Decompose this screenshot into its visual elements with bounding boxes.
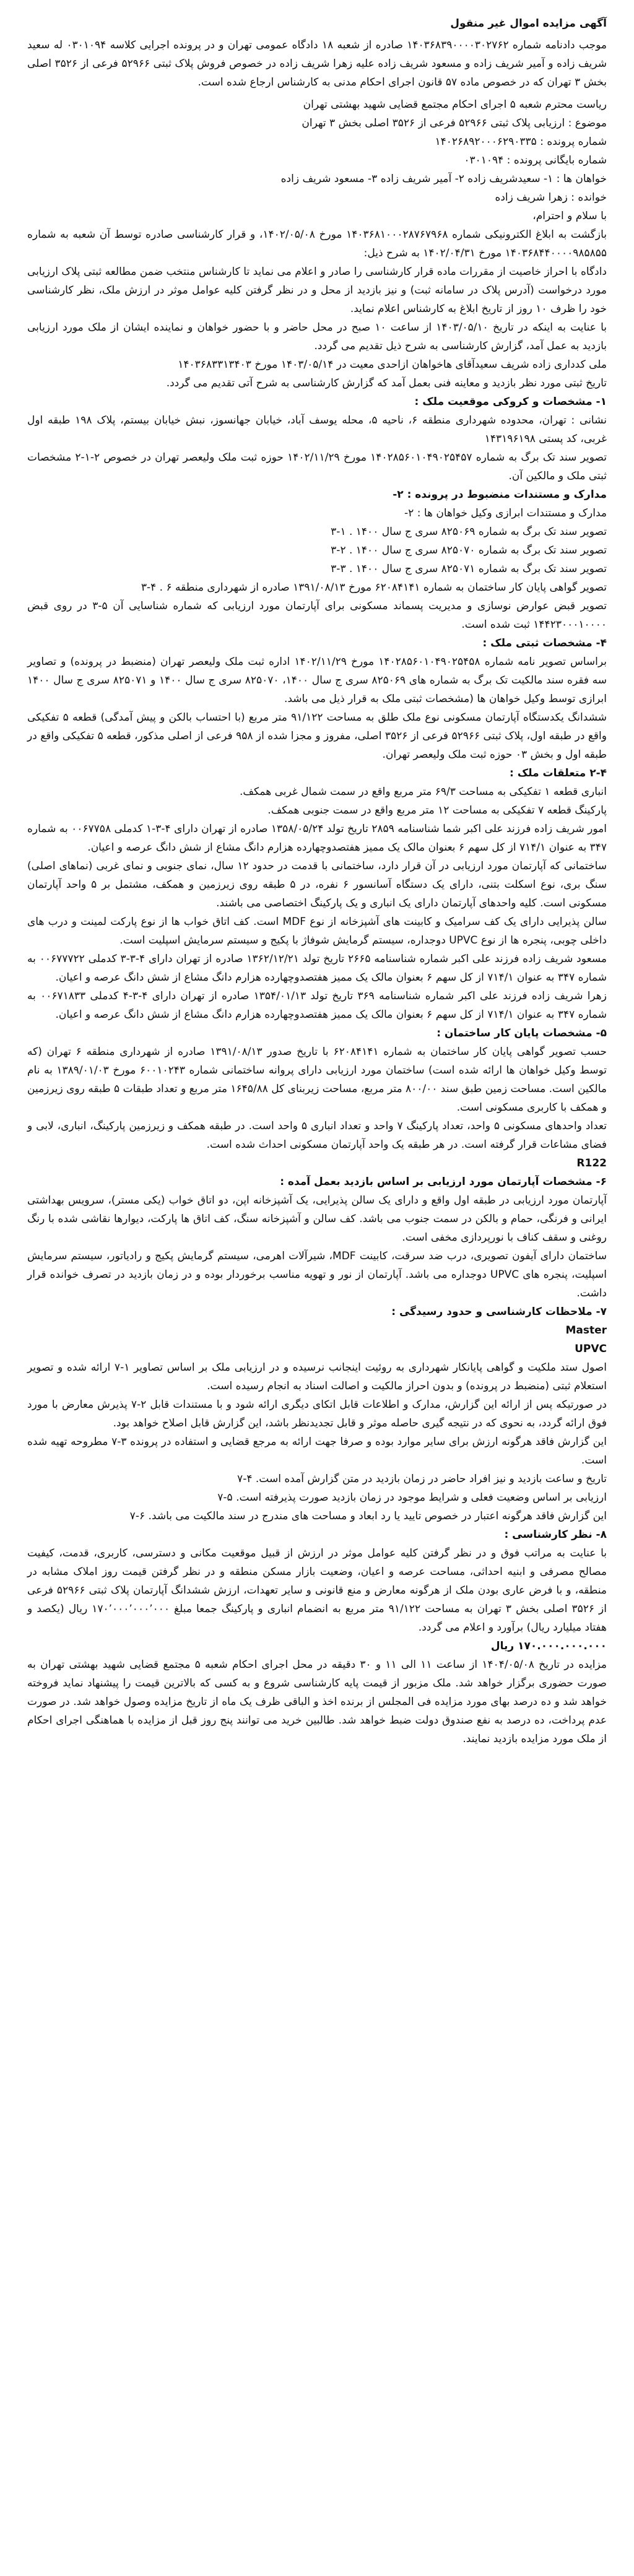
document-title: آگهی مزایده اموال غیر منقول xyxy=(450,17,607,30)
lawyer-documents-heading: مدارک و مستندات ابرازی وکیل خواهان ها : ۲- xyxy=(404,507,607,519)
completion-certificate-copy: تصویر گواهی پایان کار ساختمان به شماره ۶۲۰۸۴۱۴۱ مورخ ۱۳۹۱/۰۸/۱۳ صادره از شهرداری منطقه ۶ . ۴-۳ xyxy=(141,581,607,594)
tax-receipt-copy: تصویر قبض عوارض نوسازی و مدیریت پسماند مسکونی برای آپارتمان مورد ارزیابی که شماره شناسایی آن ۵-۳ در روی قبض ۱۴۴۲۳۰۰۰۱۰۰۰۰ ثبت شده است. xyxy=(24,600,607,631)
deed-copy-2: تصویر سند تک برگ به شماره ۸۲۵۰۷۰ سری ج سال ۱۴۰۰ . ۲-۳ xyxy=(331,544,607,557)
plaintiffs-line: خواهان ها : ۱- سعیدشریف زاده ۲- آمیر شریف زاده ۳- مسعود شریف زاده xyxy=(280,173,607,185)
section-1-heading: ۱- مشخصات و کروکی موقعیت ملک : xyxy=(414,396,607,408)
auction-terms-paragraph: مزایده در تاریخ ۱۴۰۴/۰۵/۰۸ از ساعت ۱۱ الی ۱۱ و ۳۰ دقیقه در محل اجرای احکام شعبه ۵ مجتمع قضایی شهید بهشتی تهران به صورت حضوری برگزار خواهد شد. ملک مزبور از قیمت پایه کارشناسی شروع و به کسی که بالاترین قیمت را پیشنهاد نماید فروخته خواهد شد و ده درصد بهای مورد مزایده فی المجلس از برنده اخذ و الباقی ظرف یک ماه از تاریخ مزایده وصول خواهد شد. در صورت عدم پرداخت، ده درصد به نفع صندوق دولت ضبط خواهد شد. طالبین خرید می توانند پنج روز قبل از مزایده با هماهنگی اجرای احکام از ملک مورد مزایده بازدید نمایند. xyxy=(24,1659,607,1745)
code-r122: R122 xyxy=(576,1157,607,1169)
note-7-4: تاریخ و ساعت بازدید و نیز افراد حاضر در زمان بازدید در متن گزارش آمده است. ۴-۷ xyxy=(237,1473,607,1485)
subject-line: موضوع : ارزیابی پلاک ثبتی ۵۲۹۶۶ فرعی از ۳۵۲۶ اصلی بخش ۳ تهران xyxy=(302,117,607,129)
section-4-heading: ۴- مشخصات ثبتی ملک : xyxy=(482,637,607,649)
note-7-6: این گزارش فاقد هرگونه اعتبار در خصوص تایید یا رد ابعاد و مساحت های مندرج در سند مالکیت می باشد. ۶-۷ xyxy=(129,1510,607,1522)
section-6-heading: ۶- مشخصات آپارتمان مورد ارزیابی بر اساس بازدید بعمل آمده : xyxy=(280,1176,607,1188)
valuation-amount: ۱۷۰.۰۰۰.۰۰۰.۰۰۰ ریال xyxy=(490,1640,607,1652)
case-number-line: شماره پرونده : ۱۴۰۲۶۸۹۲۰۰۰۶۲۹۰۳۳۵ xyxy=(435,136,607,148)
parking-unit-line: پارکینگ قطعه ۷ تفکیکی به مساحت ۱۲ متر مربع واقع در سمت جنوبی همکف. xyxy=(267,804,607,817)
owner-1-paragraph: امور شریف زاده فرزند علی اکبر شما شناسنامه ۲۸۵۹ تاریخ تولد ۱۳۵۸/۰۵/۲۴ صادره از تهران دارای ۴-۳-۱ کدملی ۰۰۶۷۷۵۸ به شماره ۳۴۷ به عنوان ۷۱۴/۱ از کل سهم ۶ بعنوان مالک یک ممیز هفتصدوچهارده هزارم دانگ مشاع از شش دانگ عرصه و اعیان. xyxy=(24,823,607,854)
visit-reference-line: ملی کدداری زاده شریف سعیدآقای هاخواهان ازاحدی معیت در ۱۴۰۳/۰۵/۱۴ مورخ ۱۴۰۳۶۸۳۳۱۳۴۰۳ xyxy=(178,358,607,371)
storage-unit-line: انباری قطعه ۱ تفکیکی به مساحت ۶۹/۳ متر مربع واقع در سمت شمال غربی همکف. xyxy=(239,786,607,798)
term-upvc: UPVC xyxy=(575,1343,607,1355)
section-8-heading: ۸- نظر کارشناسی : xyxy=(504,1529,607,1541)
note-7-3: این گزارش فاقد هرگونه ارزش برای سایر موارد بوده و صرفا جهت ارائه به مرجع قضایی و استفاده در پرونده ۳-۷ مطروحه تهیه شده است. xyxy=(24,1436,607,1467)
note-7-1: اصول ستد ملکیت و گواهی پایانکار شهرداری به روئیت اینجانب نرسیده و در ارزیابی ملک بر اساس تصاویر ۱-۷ ارائه شده و تصویر استعلام ثبتی (منضبط در پرونده) و بدون احراز مالکیت و اصالت اسناد به انجام رسیده است. xyxy=(24,1361,607,1392)
visit-paragraph: با عنایت به اینکه در تاریخ ۱۴۰۳/۰۵/۱۰ از ساعت ۱۰ صبح در محل حاضر و با حضور خواهان و نماینده ایشان از ملک مورد ارزیابی بازدید به عمل آمد، گزارش کارشناسی به شرح ذیل تقدیم می گردد. xyxy=(24,321,607,352)
section-2-heading: مدارک و مستندات منضبوط در پرونده : ۲- xyxy=(393,488,607,501)
inspection-line: تاریخ ثبتی مورد نظر بازدید و معاینه فنی بعمل آمد که گزارش کارشناسی به شرح آتی تقدیم می گردد. xyxy=(166,377,607,389)
section-7-heading: ۷- ملاحظات کارشناسی و حدود رسیدگی : xyxy=(391,1306,607,1318)
deed-copy-3: تصویر سند تک برگ به شماره ۸۲۵۰۷۱ سری ج سال ۱۴۰۰ . ۳-۳ xyxy=(331,563,607,575)
term-master: Master xyxy=(565,1324,607,1337)
defendant-line: خوانده : زهرا شریف زاده xyxy=(495,191,607,204)
building-description-paragraph: ساختمانی که آپارتمان مورد ارزیابی در آن قرار دارد، ساختمانی با قدمت در حدود ۱۲ سال، نمای جنوبی و نمای غربی (نماهای اصلی) سنگ بری، نوع اسکلت بتنی، دارای یک دستگاه آسانسور ۶ نفره، در ۵ طبقه روی زیرزمین و همکف، مشتمل بر ۵ واحد آپارتمان مسکونی است. کلیه واحدهای آپارتمان دارای یک انباری و یک پارکینگ اختصاصی می باشند. xyxy=(24,860,607,909)
apartment-description: ششدانگ یکدستگاه آپارتمان مسکونی نوع ملک طلق به مساحت ۹۱/۱۲۲ متر مربع (با احتساب بالکن و پیش آمدگی) قطعه ۵ تفکیکی واقع در طبقه اول، پلاک ثبتی ۵۲۹۶۶ فرعی از ۳۵۲۶ اصلی، مفروز و مجزا شده از ۹۵۸ فرعی از اصلی مذکور، قطعه ۵ تفکیکی واقع در طبقه اول و بخش ۰۳ حوزه ثبت ملک ولیعصر تهران. xyxy=(24,711,607,761)
owner-3-paragraph: مسعود شریف زاده فرزند علی اکبر شماره شناسنامه ۲۶۶۵ تاریخ تولد ۱۳۶۲/۱۲/۲۱ صادره از تهران دارای ۴-۳-۳ کدملی ۰۰۶۷۷۷۲۲ به شماره ۳۴۷ به عنوان ۷۱۴/۱ از کل سهم ۶ بعنوان مالک یک ممیز هفتصدوچهارده هزارم دانگ مشاع از شش دانگ عرصه و اعیان. xyxy=(24,953,607,984)
expert-opinion-paragraph: با عنایت به مراتب فوق و در نظر گرفتن کلیه عوامل موثر در ارزش از قبیل موقعیت مکانی و دسترسی، کاربری، قدمت، کیفیت مصالح مصرفی و ابنیه احداثی، مساحت عرصه و اعیان، وضعیت بازار مسکن منطقه و در نظر گرفتن قیمت روز املاک مشابه در منطقه، و با فرض عاری بودن ملک از هرگونه معارض و منع قانونی و سایر تعهدات، ارزش ششدانگ آپارتمان پلاک ثبتی ۵۲۹۶۶ فرعی از ۳۵۲۶ اصلی بخش ۳ تهران به مساحت ۹۱/۱۲۲ متر مربع به انضمام انباری و پارکینگ جمعا مبلغ ۱۷۰٬۰۰۰٬۰۰۰٬۰۰۰ ریال (یکصد و هفتاد میلیارد ریال) برآورد و اعلام می گردد. xyxy=(24,1547,607,1634)
apartment-inspection-paragraph: آپارتمان مورد ارزیابی در طبقه اول واقع و دارای یک سالن پذیرایی، یک آشپزخانه اپن، دو اتاق خواب (یکی مستر)، سرویس بهداشتی ایرانی و فرنگی، حمام و بالکن در سمت جنوب می باشد. کف سالن و آشپزخانه سنگ، کف اتاق ها پارکت، دیوارها نقاشی شده با رنگ روغنی و سقف کناف با نورپردازی مخفی است. xyxy=(24,1194,607,1244)
completion-certificate-paragraph: حسب تصویر گواهی پایان کار ساختمان به شماره ۶۲۰۸۴۱۴۱ با تاریخ صدور ۱۳۹۱/۰۸/۱۳ صادره از شهرداری منطقه ۶ تهران (که توسط وکیل خواهان ها ارائه شده است) ساختمان مورد ارزیابی دارای پروانه ساختمانی شماره ۶۰۰۱۰۲۴۳ مورخ ۱۳۸۹/۰۱/۰۳ به نام مالکین است. مساحت زمین طبق سند ۸۰۰/۰۰ متر مربع، مساحت زیربنای کل ۱۶۴۵/۸۸ متر مربع و تعداد طبقات ۵ طبقه روی زیرزمین و همکف با کاربری مسکونی است. xyxy=(24,1046,607,1114)
deed-image-paragraph: تصویر سند تک برگ به شماره ۱۴۰۲۸۵۶۰۱۰۴۹۰۲۵۴۵۷ مورخ ۱۴۰۲/۱۱/۲۹ حوزه ثبت ملک ولیعصر تهران در خصوص ۲-۱-۲ مشخصات ثبتی ملک و مالکین آن. xyxy=(24,451,607,482)
appurtenances-heading: ۲-۴ متعلقات ملک : xyxy=(510,767,607,779)
intro-paragraph: موجب دادنامه شماره ۱۴۰۳۶۸۳۹۰۰۰۰۳۰۲۷۶۲ صادره از شعبه ۱۸ دادگاه عمومی تهران و در پرونده اجرایی کلاسه ۰۳۰۱۰۹۴ له سعید شریف زاده و آمیر شریف زاده و مسعود شریف زاده علیه زهرا شریف زاده در خصوص فروش پلاک ثبتی ۵۲۹۶۶ فرعی از ۳۵۲۶ اصلی بخش ۳ تهران که در خصوص ماده ۵۷ قانون اجرای احکام مدنی به کارشناس ارجاع شده است. xyxy=(24,39,607,89)
archive-number-line: شماره بایگانی پرونده : ۰۳۰۱۰۹۴ xyxy=(464,154,607,167)
note-7-2: در صورتیکه پس از ارائه این گزارش، مدارک و اطلاعات قابل اتکای دیگری ارائه شود و با مستندات قابل ۲-۷ پذیرش معارض با مورد فوق ارائه گردد، به نحوی که در نتیجه گیری حاصله موثر و قابل تجدیدنظر باشد، این گزارش قابل اصلاح خواهد بود. xyxy=(24,1399,607,1429)
amenities-paragraph: ساختمان دارای آیفون تصویری، درب ضد سرقت، کابینت MDF، شیرآلات اهرمی، سیستم گرمایش پکیج و رادیاتور، سیستم سرمایش اسپلیت، پنجره های UPVC دوجداره می باشد. آپارتمان از نور و تهویه مناسب برخوردار بوده و در زمان بازدید در تصرف خوانده قرار داشت. xyxy=(24,1250,607,1299)
units-paragraph: تعداد واحدهای مسکونی ۵ واحد، تعداد پارکینگ ۷ واحد و تعداد انباری ۵ واحد است. در طبقه همکف و زیرزمین پارکینگ، انباری، لابی و فضای مشاعات قرار گرفته است. در هر طبقه یک واحد آپارتمان مسکونی احداث شده است. xyxy=(24,1120,607,1151)
notice-reference-paragraph: بازگشت به ابلاغ الکترونیکی شماره ۱۴۰۳۶۸۱۰۰۰۲۸۷۶۷۹۶۸ مورخ ۱۴۰۲/۰۵/۰۸، و قرار کارشناسی صادره توسط آن شعبه به شماره ۱۴۰۳۶۸۴۴۰۰۰۰۹۸۵۸۵۵ مورخ ۱۴۰۲/۰۴/۳۱ به شرح ذیل: xyxy=(24,228,607,259)
owner-4-paragraph: زهرا شریف زاده فرزند علی اکبر شماره شناسنامه ۳۶۹ تاریخ تولد ۱۳۵۴/۰۱/۱۳ صادره از تهران دارای ۴-۳-۴ کدملی ۰۰۶۷۱۸۳۳ به شماره ۳۴۷ به عنوان ۷۱۴/۱ از کل سهم ۶ بعنوان مالک یک ممیز هفتصدوچهارده هزارم دانگ مشاع از شش دانگ عرصه و اعیان. xyxy=(24,990,607,1021)
section-5-heading: ۵- مشخصات پایان کار ساختمان : xyxy=(436,1027,607,1039)
registration-paragraph: براساس تصویر نامه شماره ۱۴۰۲۸۵۶۰۱۰۴۹۰۲۵۴۵۸ مورخ ۱۴۰۲/۱۱/۲۹ اداره ثبت ملک ولیعصر تهران (منضبط در پرونده) و تصاویر سه فقره سند مالکیت تک برگ به شماره های ۸۲۵۰۶۹ سری ج سال ۱۴۰۰، ۸۲۵۰۷۰ سری ج سال ۱۴۰۰ و ۸۲۵۰۷۱ سری ج سال ۱۴۰۰ ابرازی توسط وکیل خواهان ها (مشخصات ثبتی ملک به قرار ذیل می باشد. xyxy=(24,656,607,705)
deed-copy-1: تصویر سند تک برگ به شماره ۸۲۵۰۶۹ سری ج سال ۱۴۰۰ . ۱-۳ xyxy=(331,526,607,538)
note-7-5: ارزیابی بر اساس وضعیت فعلی و شرایط موجود در زمان بازدید صورت پذیرفته است. ۵-۷ xyxy=(217,1491,607,1504)
addressee-line: ریاست محترم شعبه ۵ اجرای احکام مجتمع قضایی شهید بهشتی تهران xyxy=(303,98,607,111)
interior-finishes-paragraph: سالن پذیرایی دارای یک کف سرامیک و کابینت های آشپزخانه از نوع MDF است. کف اتاق خواب ها از نوع پارکت لمینت و درب های داخلی چوبی، پنجره ها از نوع UPVC دوجداره، سیستم گرمایش شوفاژ با پکیج و سیستم سرمایش اسپلیت است. xyxy=(24,916,607,947)
greeting-line: با سلام و احترام، xyxy=(532,210,607,222)
address-paragraph: نشانی : تهران، محدوده شهرداری منطقه ۶، ناحیه ۵، محله یوسف آباد، خیابان جهانسوز، نبش خیابان بیستم، پلاک ۱۹۸ طبقه اول غربی، کد پستی ۱۴۳۱۹۶۱۹۸ xyxy=(24,414,607,445)
court-order-paragraph: دادگاه با احراز خاصیت از مقررات ماده قرار کارشناسی را صادر و اعلام می نماید تا کارشناس منتخب ضمن مطالعه ثبتی پلاک ارزیابی مورد درخواست (آدرس پلاک در سامانه ثبت) و نیز بازدید از محل و در نظر گرفتن کلیه عوامل موثر در ارزش ملک، نظر کارشناسی خود را ظرف ۱۰ روز از تاریخ ابلاغ به کارشناس اعلام نماید. xyxy=(24,266,607,315)
